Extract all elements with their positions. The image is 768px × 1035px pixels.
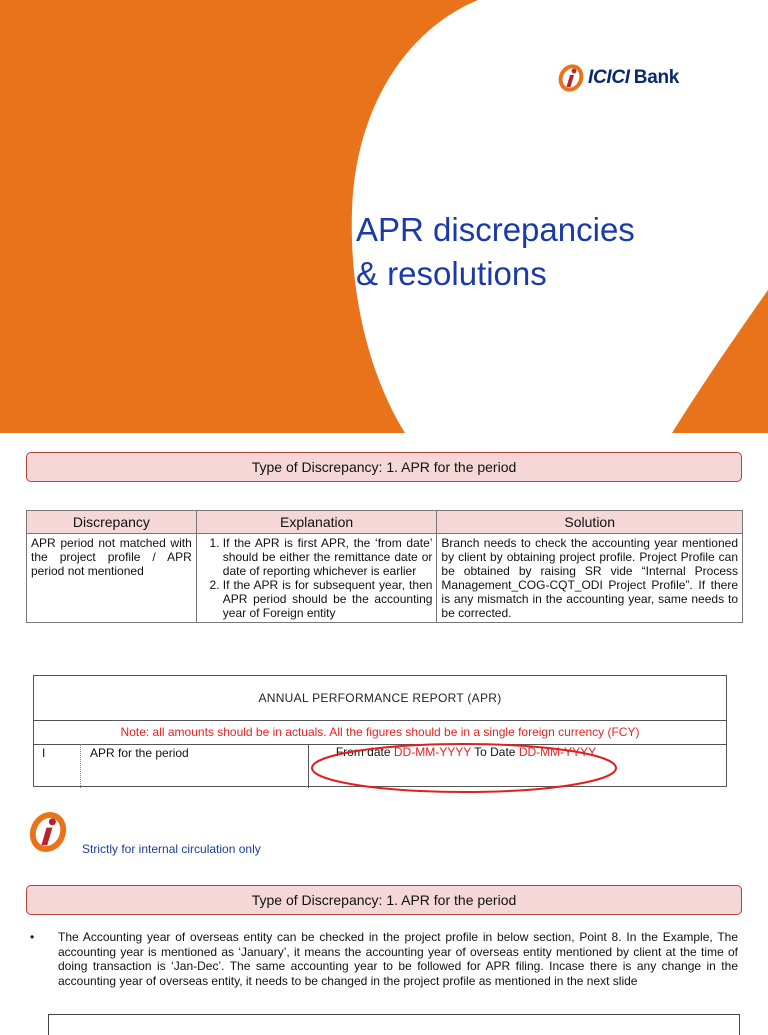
discrepancy-type-band: Type of Discrepancy: 1. APR for the period xyxy=(26,885,742,915)
logo-brand-text: ICICI xyxy=(588,67,630,88)
title-line-2: & resolutions xyxy=(356,255,547,292)
column-divider xyxy=(80,744,82,788)
cell-solution: Branch needs to check the accounting year mentioned by client by obtaining project profile. Project Profile can be obtained by raising SR vide “Internal Process Management_COG-CQT_ODI Project Profile”. If there is any mismatch in the accounting year, same needs to be corrected. xyxy=(437,534,743,623)
title-line-1: APR discrepancies xyxy=(356,211,635,248)
discrepancy-type-band: Type of Discrepancy: 1. APR for the period xyxy=(26,452,742,482)
cell-explanation xyxy=(196,534,437,623)
slide-title xyxy=(356,208,736,296)
table-header-row xyxy=(27,511,743,534)
bullet-paragraph xyxy=(26,930,738,988)
internal-circulation-note: Strictly for internal circulation only xyxy=(82,842,261,856)
title-slide xyxy=(0,0,768,433)
row-number: I xyxy=(42,746,46,760)
project-profile-box xyxy=(48,1014,740,1035)
apr-form-note: Note: all amounts should be in actuals. All the figures should be in a single foreign currency (FCY) xyxy=(34,720,726,745)
header-discrepancy: Discrepancy xyxy=(27,511,197,534)
row-label: APR for the period xyxy=(90,746,189,760)
from-value: DD-MM-YYYY xyxy=(393,745,471,759)
apr-form-excerpt xyxy=(33,675,727,787)
header-solution: Solution xyxy=(437,511,743,534)
logo-bank-text: Bank xyxy=(633,67,680,88)
apr-form-header: ANNUAL PERFORMANCE REPORT (APR) xyxy=(34,676,726,721)
bullet-text: The Accounting year of overseas entity can be checked in the project profile in below section, Point 8. In the Example, The accounting year is mentioned as ‘January’, it means the accounting year of overseas entity mentioned by client at the time of doing transaction is ‘Jan-Dec’. The same accounting year to be followed for APR filing. Incase there is any change in the accounting year of overseas entity, it needs to be changed in the project profile as mentioned in the next slide xyxy=(58,930,738,988)
discrepancy-table xyxy=(26,510,743,623)
icici-logo xyxy=(556,62,679,94)
explanation-item: 2. If the APR is for subsequent year, then APR period should be the accounting year of Foreign entity xyxy=(223,578,433,620)
table-row xyxy=(27,534,743,623)
to-label: To Date xyxy=(471,745,519,759)
explanation-item: 1. If the APR is first APR, the ‘from date’ should be either the remittance date or date of reporting whichever is earlier xyxy=(223,536,433,578)
to-value: DD-MM-YYYY xyxy=(518,745,597,759)
bullet-symbol: • xyxy=(30,930,35,944)
icici-i-icon xyxy=(26,808,70,856)
highlight-ellipse xyxy=(304,736,634,796)
icici-i-icon xyxy=(556,62,586,94)
cell-discrepancy: APR period not matched with the project profile / APR period not mentioned xyxy=(27,534,197,623)
from-label: From date xyxy=(335,745,394,759)
header-explanation: Explanation xyxy=(196,511,437,534)
